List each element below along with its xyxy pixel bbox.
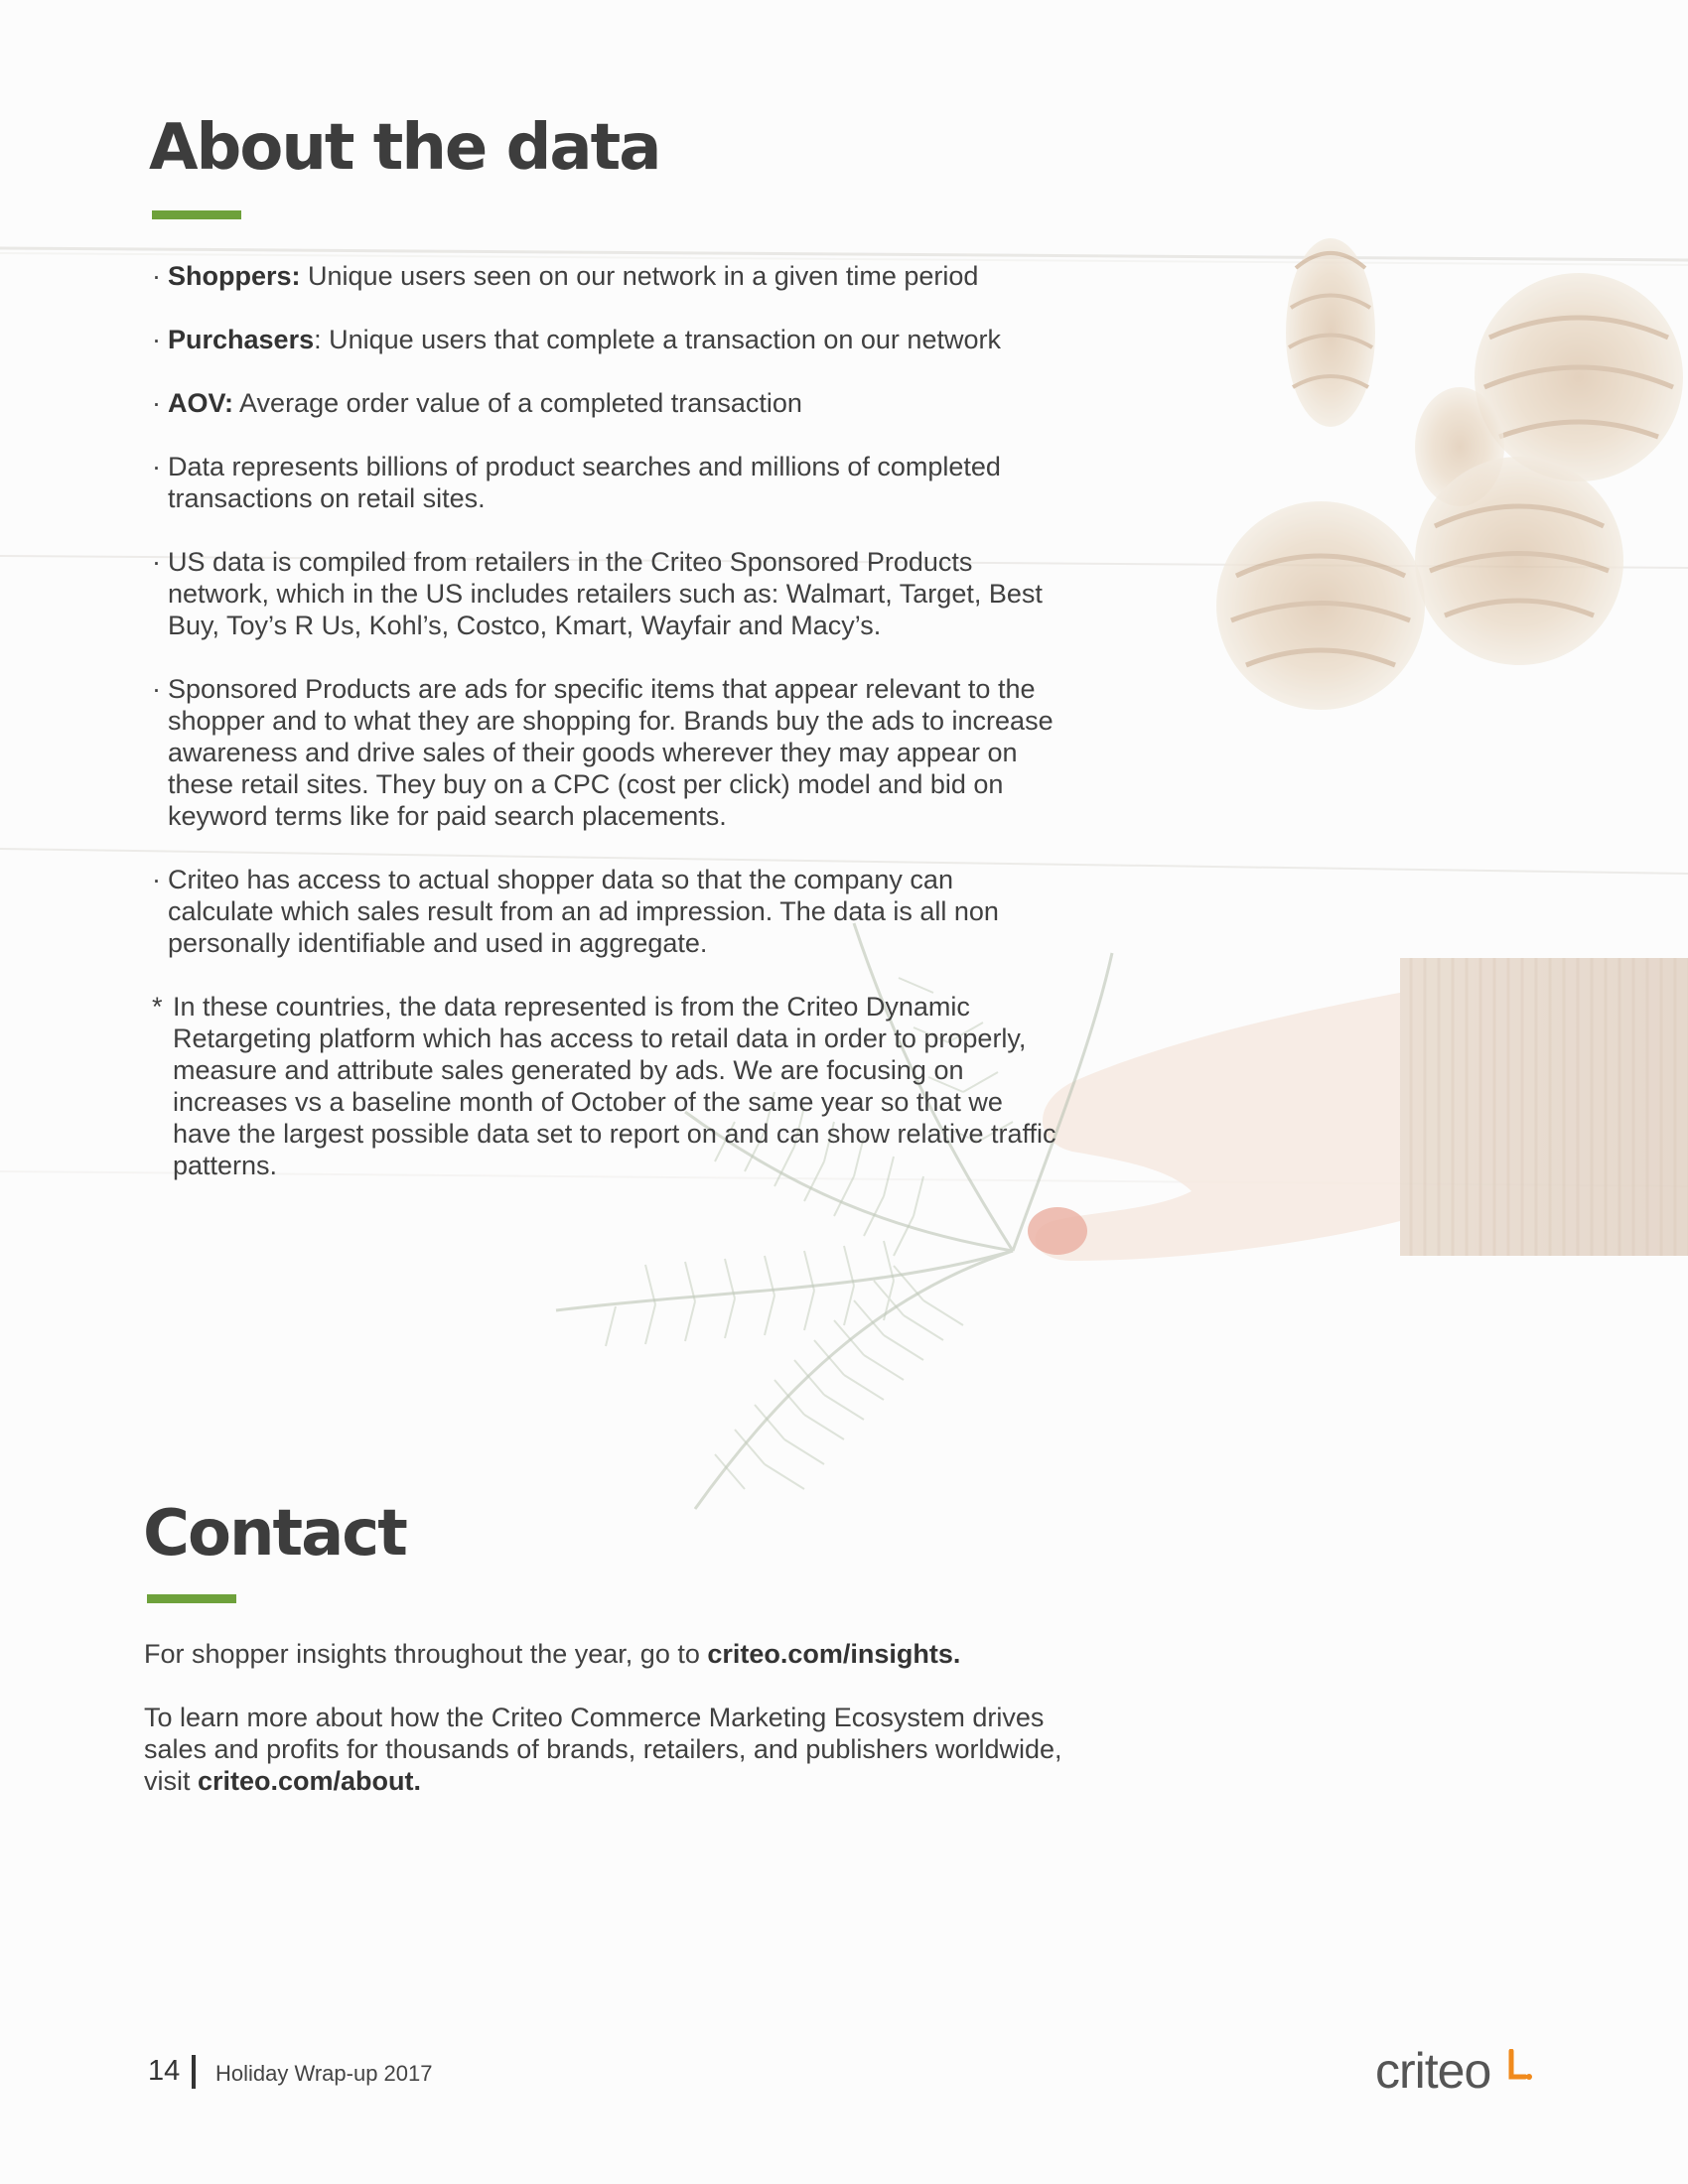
- footer-doc-title: Holiday Wrap-up 2017: [215, 2061, 433, 2086]
- contact-text: For shopper insights throughout the year, go to: [144, 1639, 708, 1669]
- list-item: [152, 546, 1065, 641]
- list-item: [152, 387, 1065, 419]
- definition: : Unique users that complete a transaction on our network: [314, 325, 1001, 354]
- definition: Average order value of a completed transaction: [233, 388, 802, 418]
- list-item: [152, 260, 1065, 292]
- asterisk-marker: *: [152, 992, 163, 1022]
- bullet-marker: ·: [152, 865, 161, 894]
- bullet-marker: ·: [152, 261, 161, 291]
- bullet-marker: ·: [152, 325, 161, 354]
- item-text: Criteo has access to actual shopper data so that the company can calculate which sales result from an ad impression. The data is all non personally identifiable and used in aggregate.: [168, 865, 999, 958]
- about-heading: About the data: [149, 111, 660, 185]
- insights-link[interactable]: criteo.com/insights.: [707, 1639, 961, 1669]
- item-text: Data represents billions of product searches and millions of completed transactions on retail sites.: [168, 452, 1001, 513]
- contact-heading: Contact: [143, 1497, 406, 1570]
- page-number: 14: [148, 2055, 181, 2087]
- contact-paragraph-insights: [144, 1638, 1077, 1670]
- criteo-logo-mark-icon: [1506, 2049, 1532, 2085]
- list-item: [152, 324, 1065, 355]
- contact-heading-rule: [147, 1594, 236, 1603]
- term: Shoppers:: [168, 261, 301, 291]
- bullet-marker: ·: [152, 388, 161, 418]
- term: AOV:: [168, 388, 234, 418]
- item-text: In these countries, the data represented is from the Criteo Dynamic Retargeting platform which has access to retail data in order to properly, measure and attribute sales generated by ads. We are focusing on increases vs a baseline month of October of the same year so that we have the largest possible data set to report on and can show relative traffic patterns.: [173, 992, 1056, 1180]
- list-item: [152, 673, 1065, 832]
- about-heading-rule: [152, 210, 241, 219]
- contact-text: To learn more about how the Criteo Commerce Marketing Ecosystem drives sales and profits for thousands of brands, retailers, and publishers worldwide, visit: [144, 1703, 1062, 1796]
- bullet-marker: ·: [152, 674, 161, 704]
- list-item: [152, 451, 1065, 514]
- list-item: [152, 864, 1065, 959]
- item-text: US data is compiled from retailers in the Criteo Sponsored Products network, which in the US includes retailers such as: Walmart, Target, Best Buy, Toy’s R Us, Kohl’s, Costco, Kmart, Wayfair and Macy’s.: [168, 547, 1043, 640]
- footer-divider: [192, 2055, 196, 2089]
- term: Purchasers: [168, 325, 315, 354]
- footnote-item: [152, 991, 1065, 1181]
- about-link[interactable]: criteo.com/about.: [198, 1766, 422, 1796]
- item-text: Sponsored Products are ads for specific items that appear relevant to the shopper and to what they are shopping for. Brands buy the ads to increase awareness and drive sales of their goods wherever they may appear on these retail sites. They buy on a CPC (cost per click) model and bid on keyword terms like for paid search placements.: [168, 674, 1054, 831]
- criteo-logo: criteo: [1375, 2043, 1491, 2099]
- bullet-marker: ·: [152, 452, 161, 481]
- bullet-marker: ·: [152, 547, 161, 577]
- about-list: [152, 260, 1065, 1213]
- contact-paragraph-about: [144, 1702, 1077, 1797]
- definition: Unique users seen on our network in a given time period: [300, 261, 979, 291]
